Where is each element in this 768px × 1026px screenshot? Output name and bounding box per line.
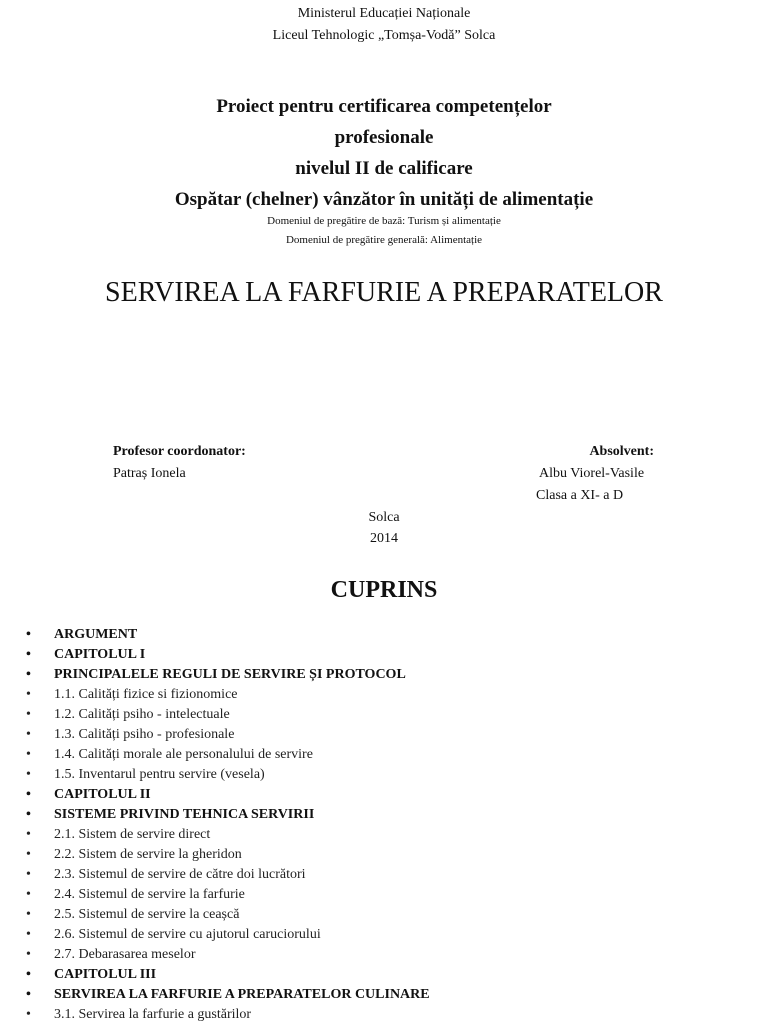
bullet-icon: •: [26, 1007, 31, 1022]
list-item: [26, 906, 746, 926]
toc-entry-text: 2.3. Sistemul de servire de către doi lucrători: [54, 867, 306, 882]
list-item: [26, 926, 746, 946]
school-name: Liceul Tehnologic „Tomșa-Vodă” Solca: [272, 28, 496, 43]
toc-entry-text: 2.7. Debarasarea meselor: [54, 947, 196, 962]
qualification-level: nivelul II de calificare: [295, 158, 473, 179]
bullet-icon: •: [26, 887, 31, 902]
list-item: [26, 746, 746, 766]
bullet-icon: •: [26, 667, 31, 682]
place: Solca: [368, 510, 400, 525]
toc-entry-text: 2.4. Sistemul de servire la farfurie: [54, 887, 245, 902]
list-item: [26, 946, 746, 966]
bullet-icon: •: [26, 827, 31, 842]
bullet-icon: •: [26, 707, 31, 722]
list-item: [26, 666, 746, 686]
list-item: [26, 866, 746, 886]
toc-entry-text: CAPITOLUL I: [54, 647, 146, 662]
list-item: [26, 826, 746, 846]
bullet-icon: •: [26, 807, 31, 822]
list-item: [26, 686, 746, 706]
project-title-line-2: profesionale: [334, 127, 434, 148]
toc-entry-text: 1.3. Calități psiho - profesionale: [54, 727, 235, 742]
toc-entry-text: 1.4. Calități morale ale personalului de servire: [54, 747, 313, 762]
general-training-domain: Domeniul de pregătire generală: Alimentație: [285, 234, 483, 246]
bullet-icon: •: [26, 867, 31, 882]
toc-heading: CUPRINS: [330, 577, 438, 603]
list-item: [26, 846, 746, 866]
toc-entry-text: ARGUMENT: [54, 627, 138, 642]
bullet-icon: •: [26, 727, 31, 742]
toc-entry-text: 2.2. Sistem de servire la gheridon: [54, 847, 242, 862]
list-item: [26, 966, 746, 986]
list-item: [26, 766, 746, 786]
list-item: [26, 726, 746, 746]
table-of-contents: [26, 626, 746, 1026]
toc-entry-text: SISTEME PRIVIND TEHNICA SERVIRII: [54, 807, 315, 822]
toc-entry-text: 1.2. Calități psiho - intelectuale: [54, 707, 230, 722]
bullet-icon: •: [26, 627, 31, 642]
toc-entry-text: 2.5. Sistemul de servire la ceașcă: [54, 907, 240, 922]
list-item: [26, 886, 746, 906]
bullet-icon: •: [26, 747, 31, 762]
ministry-name: Ministerul Educației Naționale: [297, 6, 471, 21]
list-item: [26, 646, 746, 666]
bullet-icon: •: [26, 927, 31, 942]
qualification-name: Ospătar (chelner) vânzător în unități de alimentație: [174, 189, 594, 210]
toc-entry-text: 2.1. Sistem de servire direct: [54, 827, 211, 842]
toc-entry-text: 3.1. Servirea la farfurie a gustărilor: [54, 1007, 252, 1022]
toc-entry-text: SERVIREA LA FARFURIE A PREPARATELOR CULINARE: [54, 987, 430, 1002]
bullet-icon: •: [26, 987, 31, 1002]
bullet-icon: •: [26, 847, 31, 862]
coordinator-label: Profesor coordonator:: [113, 444, 246, 459]
project-title-line-1: Proiect pentru certificarea competențelor: [216, 96, 552, 117]
toc-entry-text: CAPITOLUL III: [54, 967, 157, 982]
list-item: [26, 706, 746, 726]
bullet-icon: •: [26, 947, 31, 962]
bullet-icon: •: [26, 767, 31, 782]
list-item: [26, 986, 746, 1006]
bullet-icon: •: [26, 687, 31, 702]
toc-entry-text: 1.5. Inventarul pentru servire (vesela): [54, 767, 265, 782]
list-item: [26, 786, 746, 806]
main-title: SERVIREA LA FARFURIE A PREPARATELOR: [105, 277, 663, 308]
bullet-icon: •: [26, 787, 31, 802]
graduate-class: Clasa a XI- a D: [536, 488, 624, 503]
year: 2014: [370, 531, 398, 546]
list-item: [26, 1006, 746, 1026]
graduate-label: Absolvent:: [589, 444, 654, 459]
bullet-icon: •: [26, 967, 31, 982]
base-training-domain: Domeniul de pregătire de bază: Turism și alimentație: [267, 215, 501, 227]
coordinator-name: Patraș Ionela: [113, 466, 186, 481]
toc-entry-text: 2.6. Sistemul de servire cu ajutorul caruciorului: [54, 927, 321, 942]
toc-entry-text: PRINCIPALELE REGULI DE SERVIRE ȘI PROTOCOL: [54, 667, 406, 682]
bullet-icon: •: [26, 907, 31, 922]
list-item: [26, 806, 746, 826]
toc-entry-text: 1.1. Calități fizice si fizionomice: [54, 687, 238, 702]
bullet-icon: •: [26, 647, 31, 662]
list-item: [26, 626, 746, 646]
toc-entry-text: CAPITOLUL II: [54, 787, 151, 802]
graduate-name: Albu Viorel-Vasile: [539, 466, 645, 481]
